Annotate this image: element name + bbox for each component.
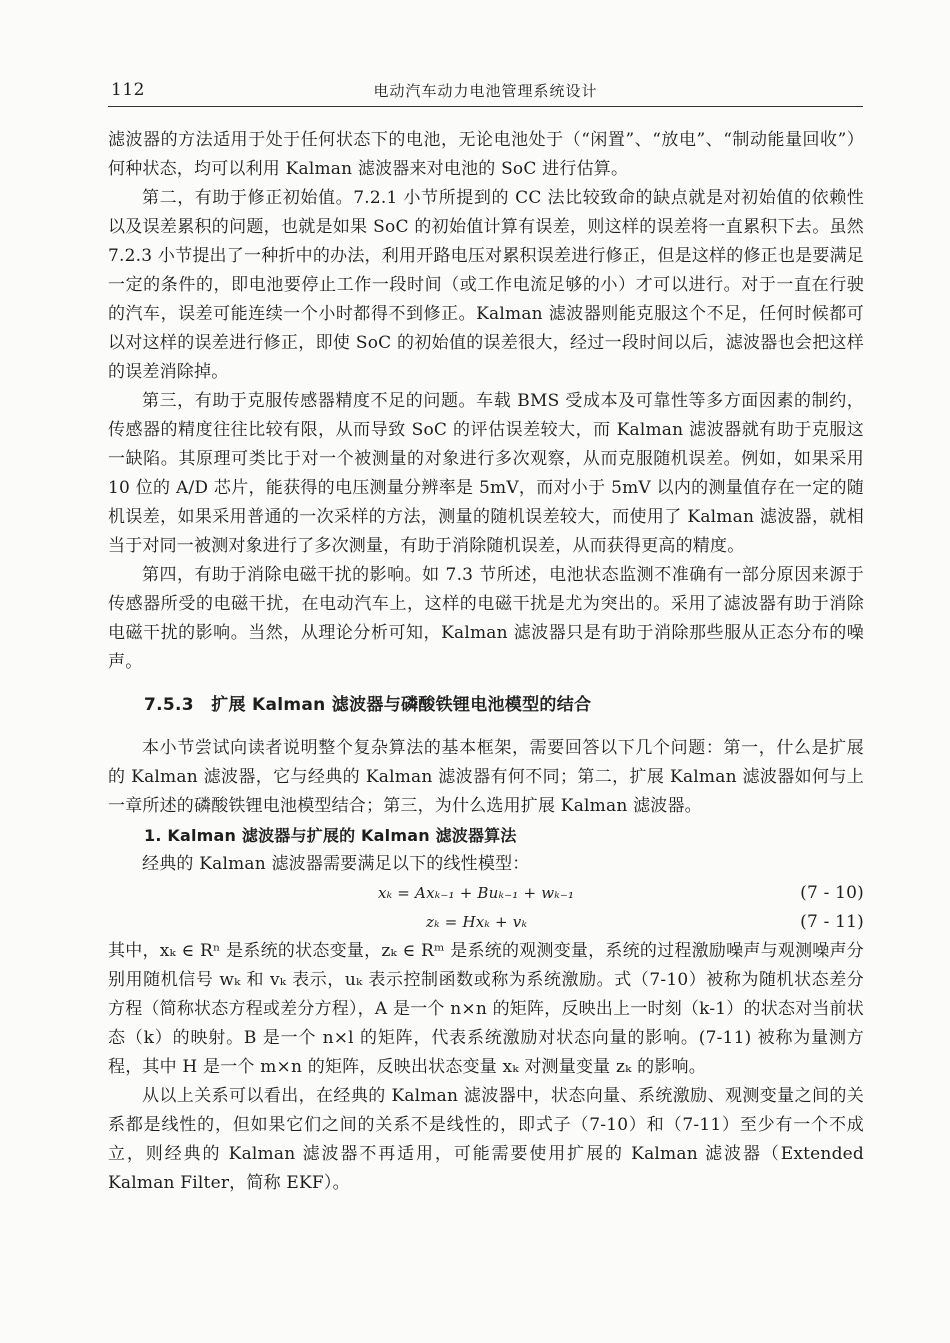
paragraph-fourth: 第四，有助于消除电磁干扰的影响。如 7.3 节所述，电池状态监测不准确有一部分原因来源于传感器所受的电磁干扰，在电动汽车上，这样的电磁干扰是尤为突出的。采用了滤波器有助于消除电磁干扰的影响。当然，从理论分析可知，Kalman 滤波器只是有助于消除那些服从正态分布的噪声。 — [108, 565, 864, 672]
subsection-heading: 1. Kalman 滤波器与扩展的 Kalman 滤波器算法 — [144, 826, 517, 845]
section-heading: 7.5.3 扩展 Kalman 滤波器与磷酸铁锂电池模型的结合 — [144, 695, 592, 715]
page-body — [108, 126, 864, 1198]
equation-state-body: xₖ = Axₖ₋₁ + Buₖ₋₁ + wₖ₋₁ — [378, 884, 575, 902]
equation-measurement — [108, 908, 864, 937]
equation-state-number: (7 - 10) — [800, 883, 864, 903]
equation-measurement-body: zₖ = Hxₖ + vₖ — [426, 913, 528, 931]
running-title: 电动汽车动力电池管理系统设计 — [373, 82, 598, 100]
paragraph-definitions: 其中，xₖ ∈ Rⁿ 是系统的状态变量，zₖ ∈ Rᵐ 是系统的观测变量，系统的过程激励噪声与观测噪声分别用随机信号 wₖ 和 vₖ 表示，uₖ 表示控制函数或称为系统激励。式（7-10）被称为随机状态差分方程（简称状态方程或差分方程），A 是一个 n×n 的矩阵，反映出上一时刻（k-1）的状态对当前状态（k）的映射。B 是一个 n×l 的矩阵，代表系统激励对状态向量的影响。(7-11) 被称为量测方程，其中 H 是一个 m×n 的矩阵，反映出状态变量 xₖ 对测量变量 zₖ 的影响。 — [108, 941, 864, 1077]
paragraph-second: 第二，有助于修正初始值。7.2.1 小节所提到的 CC 法比较致命的缺点就是对初始值的依赖性以及误差累积的问题，也就是如果 SoC 的初始值计算有误差，则这样的误差将一直累积下去。虽然 7.2.3 小节提出了一种折中的办法，利用开路电压对累积误差进行修正，但是这样的修正也是要满足一定的条件的，即电池要停止工作一段时间（或工作电流足够的小）才可以进行。对于一直在行驶的汽车，误差可能连续一个小时都得不到修正。Kalman 滤波器则能克服这个不足，任何时候都可以对这样的误差进行修正，即使 SoC 的初始值的误差很大，经过一段时间以后，滤波器也会把这样的误差消除掉。 — [108, 188, 864, 382]
equation-measurement-number: (7 - 11) — [800, 912, 864, 932]
paragraph-continuation: 滤波器的方法适用于处于任何状态下的电池，无论电池处于（“闲置”、“放电”、“制动能量回收”）何种状态，均可以利用 Kalman 滤波器来对电池的 SoC 进行估算。 — [108, 130, 864, 179]
paragraph-third: 第三，有助于克服传感器精度不足的问题。车载 BMS 受成本及可靠性等多方面因素的制约，传感器的精度往往比较有限，从而导致 SoC 的评估误差较大，而 Kalman 滤波器就有助于克服这一缺陷。其原理可类比于对一个被测量的对象进行多次观察，从而克服随机误差。例如，如果采用 10 位的 A/D 芯片，能获得的电压测量分辨率是 5mV，而对小于 5mV 以内的测量值存在一定的随机误差，如果采用普通的一次采样的方法，测量的随机误差较大，而使用了 Kalman 滤波器，就相当于对同一被测对象进行了多次测量，有助于消除随机误差，从而获得更高的精度。 — [108, 391, 864, 556]
paragraph-intro: 本小节尝试向读者说明整个复杂算法的基本框架，需要回答以下几个问题：第一，什么是扩展的 Kalman 滤波器，它与经典的 Kalman 滤波器有何不同；第二，扩展 Kalman 滤波器如何与上一章所述的磷酸铁锂电池模型结合；第三，为什么选用扩展 Kalman 滤波器。 — [108, 738, 864, 816]
page-header — [108, 76, 863, 107]
paragraph-linear-model: 经典的 Kalman 滤波器需要满足以下的线性模型： — [142, 854, 530, 874]
page-number: 112 — [111, 80, 145, 100]
paragraph-conclusion: 从以上关系可以看出，在经典的 Kalman 滤波器中，状态向量、系统激励、观测变量之间的关系都是线性的，但如果它们之间的关系不是线性的，即式子（7-10）和（7-11）至少有一个不成立，则经典的 Kalman 滤波器不再适用，可能需要使用扩展的 Kalman 滤波器（Extended Kalman Filter，简称 EKF）。 — [108, 1086, 864, 1193]
equation-state — [108, 879, 864, 908]
